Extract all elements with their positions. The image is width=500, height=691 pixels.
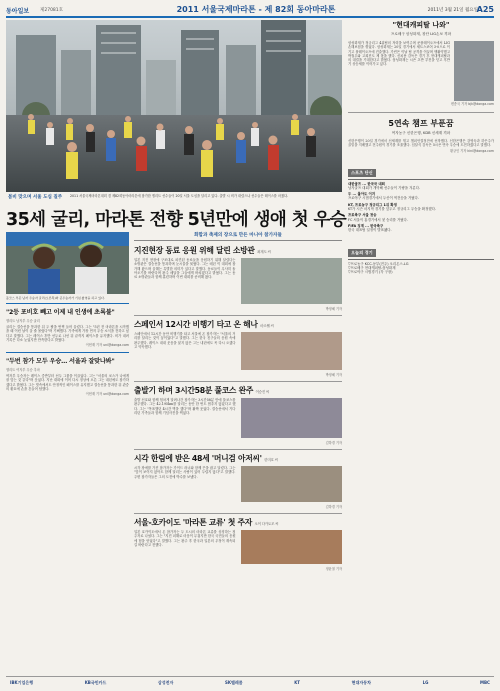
volleyball-body: 삼성화재가 정규리그 4위팀의 저력을 보여주며 준플레이오프에서 LIG손해보험을 꺾었다. 삼성화재는 20일 경기에서 세트스코어 3-0으로 이기고 플레이오프에 진출했다. 가빈은 이날 팀 공격을 이끌며 맹활약했고 박철우와 고희진도 제 몫을 했다. 신치용 감독은 경기 후 현대캐피탈과의 대결을 기대한다고 밝혔다. 삼성화재는 시즌 초반 부진을 딛고 후반기 상승세를 이어가고 있다. xyxy=(348,41,450,67)
story-headline: 스페인서 12시간 비행기 타고 온 해나 xyxy=(134,320,258,329)
female-winner-headline: "두번 참가 모두 우승… 서울과 잘맞나봐" xyxy=(6,358,115,366)
brief-item xyxy=(348,224,494,233)
main-headline: 35세 굴리, 마라톤 전향 5년만에 생애 첫 우승 xyxy=(6,210,347,230)
story-reporter: 이승진 씨 xyxy=(255,390,269,394)
story-photo xyxy=(241,258,343,304)
story-byline: 박정혜 기자 xyxy=(325,373,342,377)
today-games-label: 오늘의 경기 xyxy=(348,249,376,257)
sponsor-logo: SK텔레콤 xyxy=(225,679,243,685)
female-winner-byline: 이헌재 기자 uni@donga.com xyxy=(85,392,129,397)
newspaper-brand: 동아일보 xyxy=(6,8,30,15)
issue-number: 제27081호 xyxy=(40,8,64,13)
sponsor-logo: MBC xyxy=(480,680,490,685)
female-winner-body: 여자부 우승자는 레이스 중반부터 선두 그룹을 이끌었다. 그는 "서울의 코스가 나에게 잘 맞는 것 같다"며 웃었다. 지난 대회에 이어 다시 정상에 오른 그는 내년에도 참가하겠다고 밝혔다. 그는 빗속에서도 안정적인 페이스를 유지했고 결승선을 통과한 뒤 관중의 환호에 손을 흔들어 답했다. xyxy=(6,374,129,392)
story-reporter: 오이 다카토모 씨 xyxy=(254,522,279,526)
story-sub4 xyxy=(134,381,342,445)
brief-item xyxy=(348,203,494,212)
issue-date: 2011년 3월 21일 월요일 xyxy=(427,8,478,13)
male-winner-subhead: 엘리트 남자부 우승 굴리 xyxy=(6,319,40,323)
marathon-photo-illustration xyxy=(6,20,342,192)
story-spain xyxy=(134,315,342,377)
brief-text: FC 서울이 홈경기에서 첫 승리를 거뒀다. xyxy=(348,217,408,222)
winners-photo xyxy=(6,232,129,294)
right-column xyxy=(348,20,494,274)
brief-title: 두 ... 몰아도 이겨 xyxy=(348,192,376,197)
sponsor-logo: 현대자동차 xyxy=(351,679,371,685)
brief-item xyxy=(348,213,494,222)
story-body: 스페인에서 12시간 동안 비행기를 타고 서울에 온 참가자는 "서울의 거리를 달리는 것이 꿈이었다"고 말했다. 그는 한국 친구들의 응원 속에 완주했다. 레이스 내내 웃음을 잃지 않은 그는 내년에도 꼭 다시 오겠다고 약속했다. xyxy=(134,332,236,349)
main-photo xyxy=(6,20,342,192)
photo-caption-title: 봄비 맞으며 서울 도심 질주 xyxy=(8,195,63,200)
story-headline: 시각 한림에 받은 48세 '머니검 아저씨' xyxy=(134,454,262,463)
male-winner-headline: "2등 포비호 빼고 이제 내 인생에 초록불" xyxy=(6,309,115,316)
brief-title: FIFA 징계 ... 한국축구 xyxy=(348,223,384,228)
brief-text: 남자골프 대회가 개막해 선수들이 기량을 겨룬다. xyxy=(348,185,420,190)
page-header xyxy=(6,4,494,18)
brief-item xyxy=(348,182,494,191)
lower-left-column xyxy=(6,232,129,396)
section-banner: 화합과 축제의 장으로 만든 마니아 참가자들 xyxy=(134,232,342,241)
event-title: 2011 서울국제마라톤 - 제 82회 동아마라톤 xyxy=(176,5,336,14)
today-game-item: ▽프로배구 현대캐피탈-삼성화재 xyxy=(348,265,396,270)
female-winner-subhead: 엘리트 여자부 우승 추마 xyxy=(6,368,40,373)
today-game-item: ▽프로야구 시범경기 (각 구장) xyxy=(348,270,393,275)
volleyball-subhead: 프로배구 삼성화재, 창단 LIG손보 격파 xyxy=(390,32,452,36)
story-body: 일본 지진 현장에 구조대로 파견된 동료들을 응원하기 위해 달렸다는 소방관은 결승선을 통과하며 눈시울을 붉혔다. 그는 매년 이 대회에 참가해 왔으며 올해는 특별한 의미가 있다고 말했다. 동료들이 무사히 돌아오기를 바란다며 완주 메달을 그들에게 바치겠다고 밝혔다. 그는 동료 소방관들과 함께 훈련하며 이번 대회를 준비해 왔다. xyxy=(134,258,236,280)
brief-title: 대한골프 ... 한국국 대회 xyxy=(348,181,385,186)
basketball-body: 신한은행이 20일 경기에서 신세계를 꺾고 챔피언결정전에 선착했다. 신한은행은 강영숙과 하은주가 골밑을 지배했고 전주원이 경기를 조율했다. 임달식 감독은 5시즌 연속 우승에 도전하겠다고 말했다. xyxy=(348,139,494,148)
sponsor-logo: KB국민카드 xyxy=(84,679,107,685)
basketball-byline: 황규인 기자 kini@donga.com xyxy=(449,148,494,153)
sponsor-logo: 삼성전자 xyxy=(157,679,174,685)
story-byline: 정윤철 기자 xyxy=(325,567,342,571)
story-firefighter xyxy=(134,245,342,311)
basketball-subhead: 여자농구 신한은행, KDB 신세계 격파 xyxy=(391,131,451,135)
today-game-item: ▽프로농구 KCC-동부(전주) 오리온스-LG xyxy=(348,261,409,266)
story-photo xyxy=(241,530,343,564)
sponsor-logo: LG xyxy=(422,680,429,685)
story-reporter: 한미호 씨 xyxy=(264,458,278,462)
story-byline: 박정혜 기자 xyxy=(325,307,342,311)
brief-text: KT가 시즌 마지막 경기를 앞두고 정규리그 우승을 확정했다. xyxy=(348,207,436,212)
story-headline: 출발기 하며 3시간58분 풀코스 완주 xyxy=(134,386,254,395)
sports-briefs-label: 스포츠 단신 xyxy=(348,169,376,177)
photo-caption: 2011 서울국제마라톤대회 겸 제82회동아마라톤에 참가한 엘리트 선수들이 20일 서울 도심을 달리고 있다. 출발 시 비가 내렸으나 선수들은 레이스를 마쳤다. xyxy=(70,194,289,198)
male-winner-body: 굴리는 결승선을 통과한 뒤 두 팔을 번쩍 들어 올렸다. 그는 "5년 전 마라톤을 시작했을 때 이런 날이 올 줄 몰랐다"며 기뻐했다. 가족에게 가장 먼저 우승 소식을 전하고 싶다고 말했다. 그는 레이스 후반 선두로 나선 뒤 끝까지 페이스를 유지했다. 비가 내려 기록은 다소 늦었지만 만족한다고 밝혔다. xyxy=(6,325,129,342)
story-body: 일본 호카이도에서 온 참가자는 두 도시의 마라톤 교류를 상징하는 첫 주자로 나섰다. 그는 "지진 피해로 마음이 무겁지만 한국 국민들의 응원에 힘을 얻었다"고 말했다. 그는 완주 후 한국과 일본의 우정이 계속되길 바란다고 전했다. xyxy=(134,530,236,547)
sponsor-logo: KT xyxy=(294,680,301,685)
brief-item xyxy=(348,192,494,201)
volleyball-headline: "현대캐피탈 나와" xyxy=(392,21,450,29)
sponsor-strip xyxy=(6,676,494,688)
story-headline: 서울-호카이도 '마라톤 교류' 첫 주자 xyxy=(134,518,253,527)
story-byline: 김하경 기자 xyxy=(325,505,342,509)
sponsor-logo: IBK기업은행 xyxy=(10,679,34,685)
basketball-headline: 5연속 챔프 부푼꿈 xyxy=(388,119,454,128)
brief-text: 프로야구 시범경기에서 두산이 역전승을 거뒀다. xyxy=(348,196,419,201)
story-photo xyxy=(241,466,343,502)
story-reporter: 최재도 씨 xyxy=(256,250,271,254)
story-photo xyxy=(241,332,343,370)
volleyball-byline: 변종국 기자 bjk@donga.com xyxy=(450,102,494,106)
brief-title: 프로축구 서울 첫승 xyxy=(348,213,377,218)
brief-text: 한국 대표팀 일정이 발표됐다. xyxy=(348,228,392,233)
story-blind-runner xyxy=(134,449,342,509)
story-photo xyxy=(241,398,343,438)
story-headline: 지진현장 동료 응원 위해 달린 소방관 xyxy=(134,246,255,255)
story-hokkaido xyxy=(134,513,342,571)
winners-illustration xyxy=(6,232,129,294)
story-body: 출발 신호와 함께 힘차게 달려나간 참가자는 3시간58분 만에 풀코스를 완주했다. 그는 42.195km를 달리는 동안 한 번도 멈추지 않았다고 했다. 그는 "목표했던 4시간 벽을 깼다"며 활짝 웃었다. 결승선에서 기다리던 가족들과 함께 기념사진을 찍었다. xyxy=(134,398,236,415)
story-byline: 김하경 기자 xyxy=(325,441,342,445)
story-body: 시각 장애를 가진 참가자는 가이드 러너와 함께 끈을 잡고 달렸다. 그는 "앞이 보이지 않아도 함께 달리는 사람이 있어 두렵지 않다"고 말했다. 주변 참가자들은 그의 도전에 박수를 보냈다. xyxy=(134,466,236,479)
volleyball-photo xyxy=(454,41,494,101)
winners-photo-caption: 풀코스 부문 남자 우승자 굴리(오른쪽)와 준우승자가 기념 촬영을 하고 있다. xyxy=(6,296,105,300)
middle-column xyxy=(134,232,342,571)
story-reporter: 마르쎌 씨 xyxy=(260,324,274,328)
brief-title: KT, 프로농구 정규리그 1위 확정 xyxy=(348,202,397,207)
page-number: A25 xyxy=(476,5,494,14)
male-winner-byline: 이헌재 기자 uni@donga.com xyxy=(85,343,129,348)
